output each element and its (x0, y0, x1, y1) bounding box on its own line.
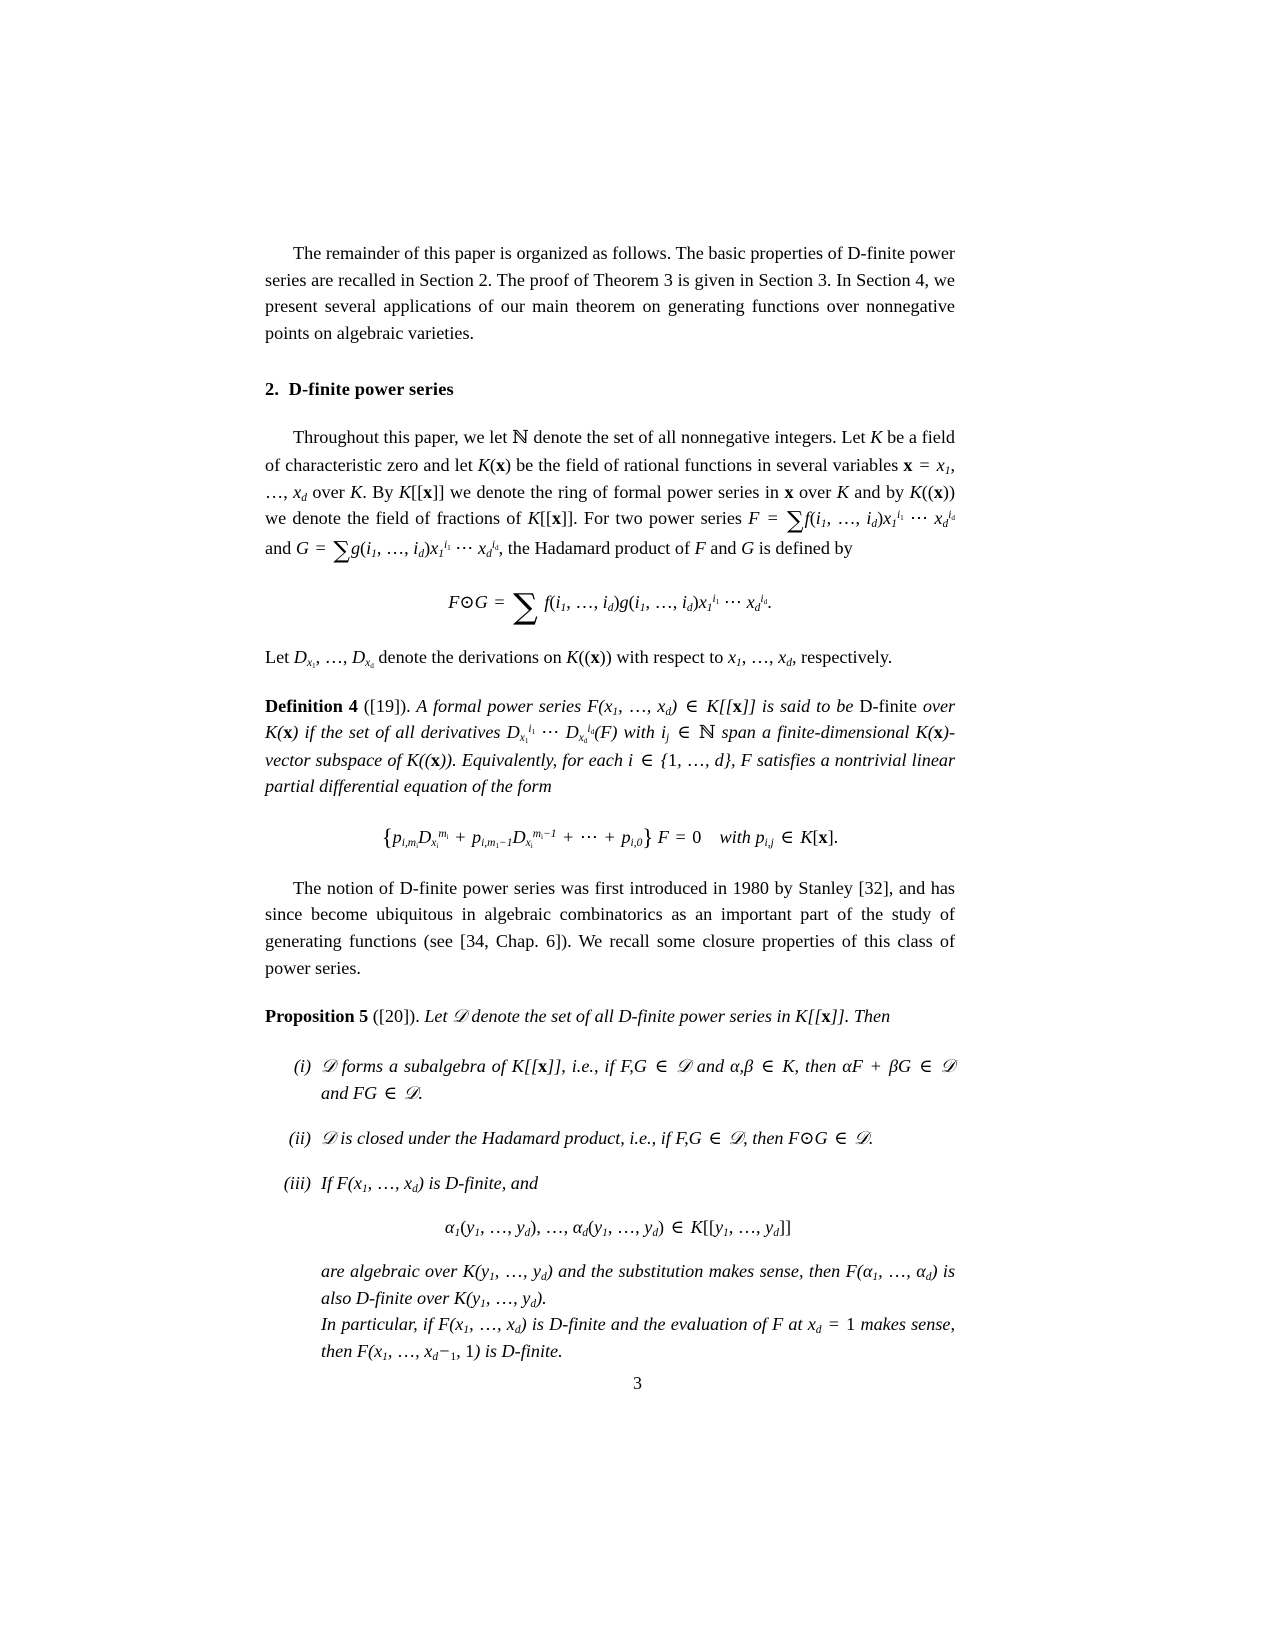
text-run: and (265, 537, 292, 558)
text-run: if the set of all derivatives (304, 722, 501, 743)
text-run: denote the derivations on (378, 647, 562, 668)
text-run: is closed under the Hadamard product, i.e., if (340, 1128, 671, 1149)
text-run: and (321, 1083, 349, 1104)
text-run: with respect to (616, 647, 724, 668)
proposition-5: Proposition 5 ([20]). Let 𝒟 denote the set of all D-finite power series in K[[x]]. Then (265, 1006, 891, 1028)
text-run: Let (265, 647, 290, 668)
definition-4-head: Definition 4 (265, 695, 358, 716)
text-run: with (623, 722, 655, 743)
text-run: is said to be (761, 695, 854, 716)
spacer (265, 853, 955, 875)
text-run: span a finite-dimensional (721, 722, 910, 743)
text-run: . By (362, 481, 394, 502)
text-run: A formal power series (416, 695, 582, 716)
text-run: , the Hadamard product of (498, 537, 691, 558)
proposition-5-head: Proposition 5 (265, 1006, 369, 1027)
alphas-equation: $\alpha_1(y_1$, …, $y_d$), …, $\alpha_d(y_1$, …, $y_d$) ∈ $K[[y_1$, …, $y_d$]] (444, 1217, 792, 1240)
text-run: Throughout this paper, we let (293, 427, 508, 448)
text-run: are algebraic over (321, 1261, 458, 1282)
item-label-ii: (ii) (288, 1128, 311, 1149)
proposition-5-ref: ([20]). (372, 1006, 420, 1027)
math-K: K (350, 481, 363, 502)
text-run: over (798, 481, 832, 502)
section-heading (265, 376, 955, 402)
text-run: , i.e., if (561, 1055, 615, 1076)
text-run: be a field of characteristic zero and let (265, 427, 955, 475)
spacer (265, 565, 955, 587)
text-run: is also D-finite over (321, 1261, 956, 1308)
stanley-paragraph: The notion of D-finite power series was first introduced in 1980 by Stanley [32], and has since become ubiquitous in algebraic combinatorics as an important part of the study of generating functions (see [34, Chap. 6]). We recall some closure properties of this class of power series. (265, 877, 955, 978)
text-run: , then (743, 1128, 784, 1149)
text-run: . Equivalently, for each (452, 749, 623, 770)
text-run: satisfies a nontrivial linear partial differential equation of the form (265, 749, 956, 797)
text-run: and (696, 1055, 725, 1076)
text-run: makes sense, then (321, 1314, 956, 1361)
blackboard-N: ℕ (512, 427, 529, 449)
text-run: If (321, 1172, 333, 1193)
math-F-def: F (748, 508, 760, 529)
text-run: and by (854, 481, 905, 502)
derivations-paragraph: Let $D_{x_1}$, …, $D_{x_d}$ denote the derivations on K((x)) with respect to $x_1$, …, $x_d$, respectively. (265, 647, 893, 671)
section-title: D-finite power series (288, 379, 454, 400)
math-Kparenx: K (909, 481, 922, 502)
math-G-def: G (295, 537, 309, 558)
text-run: In particular, if (321, 1314, 433, 1335)
text-run: over (922, 695, 956, 716)
list-item: (ii) 𝒟 is closed under the Hadamard product, i.e., if F,G ∈ 𝒟, then F⊙G ∈ 𝒟. (265, 1125, 955, 1153)
math-Kbrackx: K (527, 508, 540, 529)
text-run: . Then (844, 1006, 891, 1027)
proposition-5-items (265, 1053, 955, 1365)
spacer (265, 800, 955, 822)
dfinite-upright: D-finite (859, 695, 917, 716)
text-run: -vector subspace of (265, 722, 955, 770)
text-run: be the field of rational functions in several variables (516, 454, 899, 475)
math-Kbrackx: K (398, 481, 412, 502)
spacer (265, 1031, 955, 1053)
spacer (265, 671, 955, 693)
definition-4: Definition 4 ([19]). A formal power series $F(x_1$, …, $x_d$) ∈ K[[x]] is said to be D-finite over K(x) if the set of all derivatives $D_{x_1}^{i_1}$ ⋯ $D_{x_d}^{i_d}(F)$ with $i_j$ ∈ ℕ span a finite-dimensional K(x)-vector subspace of K((x)). Equivalently, for each i ∈ {1, …, d}, F satisfies a nontrivial linear partial differential equation of the form (265, 695, 956, 797)
text-run: , respectively. (791, 647, 893, 668)
text-run: we denote the field of fractions of (265, 508, 522, 529)
spacer (265, 346, 955, 376)
hadamard-product-equation: F⊙G = ∑ $f(i_1$, …, $i_d)g(i_1$, …, $i_d)x_1^{i_1}$ ⋯ $x_d^{i_d}$. (448, 587, 772, 628)
spacer (265, 402, 955, 424)
math-bold-x: x (903, 454, 913, 475)
throughout-paragraph: Throughout this paper, we let ℕ denote the set of all nonnegative integers. Let K be a field of characteristic zero and let K(x) be the field of rational functions in several variables $x = x_1$, …, $x_d$ over K. By K[[x]] we denote the ring of formal power series in x over K and by K((x)) we denote the field of fractions of K[[x]]. For two power series $F = \sum f(i_1$, …, $i_d)x_1^{i_1}$ ⋯ $x_d^{i_d}$ and $G = \sum g(i_1$, …, $i_d)x_1^{i_1}$ ⋯ $x_d^{i_d}$, the Hadamard product of F and G is defined by (265, 427, 956, 565)
text-run: at (788, 1314, 803, 1335)
text-run: is D-finite. (484, 1340, 563, 1361)
page-number: 3 (633, 1373, 642, 1393)
text-run: denote the set of all D-finite power series in (471, 1006, 791, 1027)
text-run: and the substitution makes sense, then (558, 1261, 841, 1282)
intro-paragraph: The remainder of this paper is organized as follows. The basic properties of D-finite power series are recalled in Section 2. The proof of Theorem 3 is given in Section 3. In Section 4, we present several applications of our main theorem on generating functions over nonnegative points on algebraic varieties. (265, 243, 955, 343)
list-item: (i) 𝒟 forms a subalgebra of K[[x]], i.e., if F,G ∈ 𝒟 and α,β ∈ K, then αF + βG ∈ 𝒟 and FG ∈ 𝒟. (265, 1053, 955, 1108)
math-bold-x: x (784, 481, 794, 502)
item-label-i: (i) (293, 1055, 311, 1076)
text-run: , then (794, 1055, 837, 1076)
text-run: is defined by (758, 537, 853, 558)
text-run: over (312, 481, 345, 502)
math-K: K (836, 481, 849, 502)
text-run: forms a subalgebra of (341, 1055, 506, 1076)
math-Kx: K (477, 454, 490, 475)
text-run: we denote the ring of formal power series in (449, 481, 780, 502)
spacer (265, 622, 955, 644)
pde-equation: {$p_{i,m_i}D_{x_i}^{m_i} + p_{i,m_1-1}D_{x_i}^{m_i-1}$ + ⋯ + $p_{i,0}$} F = 0 with $p_{i,j}$ ∈ K[x]. (381, 824, 839, 851)
section-number: 2. (265, 379, 280, 400)
text-run: is D-finite and the evaluation of (531, 1314, 767, 1335)
math-K: K (870, 427, 883, 448)
script-D: 𝒟 (452, 1006, 467, 1028)
spacer (265, 981, 955, 1003)
definition-4-ref: ([19]). (363, 695, 411, 716)
math-D-xd: $D_{x_d}$ (352, 647, 374, 671)
text-run: is D-finite, and (428, 1172, 539, 1193)
text-run: denote the set of all nonnegative integers. Let (533, 427, 866, 448)
math-D-x1: $D_{x_1}$ (293, 647, 316, 671)
text-run: , (731, 749, 736, 770)
text-run: . For two power series (573, 508, 742, 529)
item-label-iii: (iii) (283, 1172, 311, 1193)
text-run: Let (424, 1006, 448, 1027)
text-run: and (710, 537, 737, 558)
list-item: (iii) If $F(x_1$, …, $x_d$) is D-finite, and $\alpha_1(y_1$, …, $y_d$), …, $\alpha_d(y_1$, …, $y_d$) ∈ $K[[y_1$, …, $y_d$]] are algebraic over $K(y_1$, …, $y_d$) and the substitution makes sense, then $F(\alpha_1$, …, $\alpha_d$) is also D-finite over $K(y_1$, …, $y_d$). In particular, if $F(x_1$, …, $x_d$) is D-finite and the evaluation of F at $x_d = 1$ makes sense, then $F(x_1$, …, $x_d-_1$, 1) is D-finite. (265, 1170, 955, 1365)
page-content (265, 240, 955, 1365)
